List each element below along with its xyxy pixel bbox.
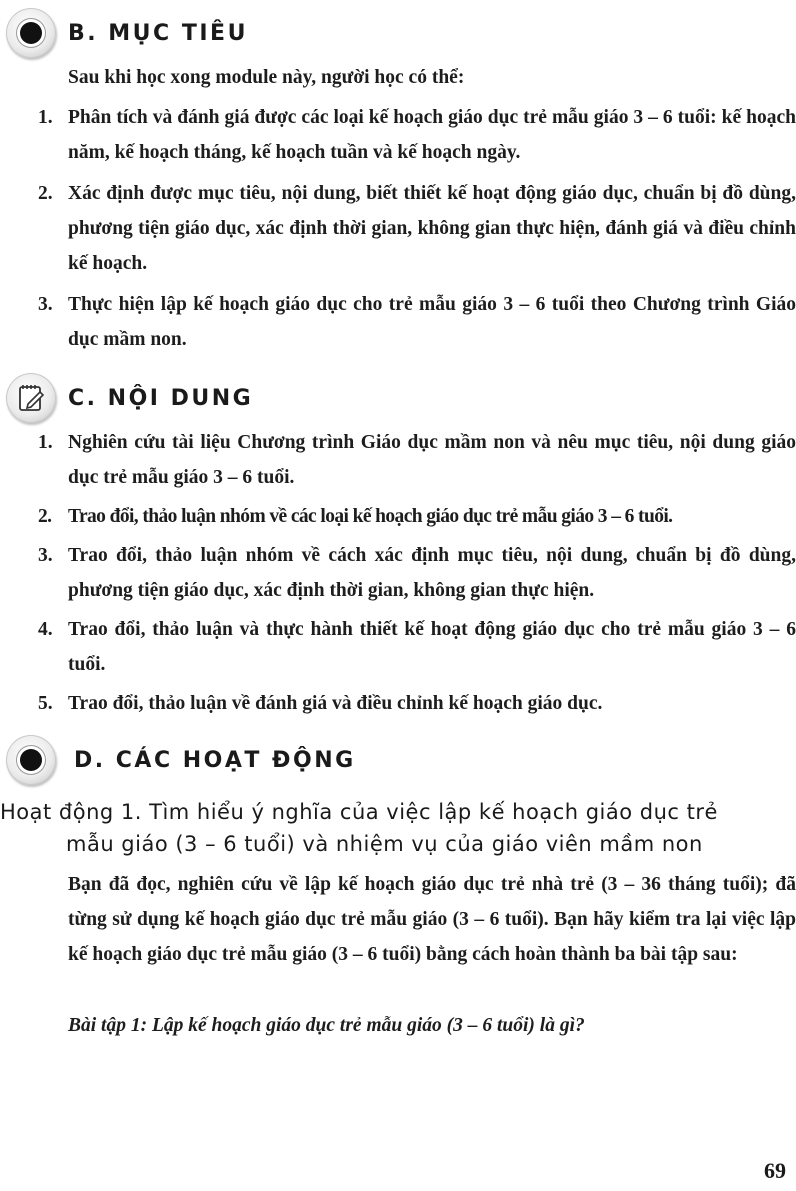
exercise-1: Bài tập 1: Lập kế hoạch giáo dục trẻ mẫu giáo (3 – 6 tuổi) là gì?: [68, 1015, 585, 1036]
section-b-list: [38, 100, 796, 357]
list-item-number: 2.: [38, 506, 52, 527]
list-item-text: Trao đổi, thảo luận về đánh giá và điều chỉnh kế hoạch giáo dục.: [68, 693, 603, 714]
activity-body: Bạn đã đọc, nghiên cứu về lập kế hoạch giáo dục trẻ nhà trẻ (3 – 36 tháng tuổi); đã từng sử dụng kế hoạch giáo dục trẻ mẫu giáo (3 – 6 tuổi). Bạn hãy kiểm tra lại việc lập kế hoạch giáo dục trẻ mẫu giáo (3 – 6 tuổi) bằng cách hoàn thành ba bài tập sau:: [68, 874, 796, 965]
list-item-text: Xác định được mục tiêu, nội dung, biết thiết kế hoạt động giáo dục, chuẩn bị đồ dùng, phương tiện giáo dục, xác định thời gian, không gian thực hiện, đánh giá và điều chỉnh kế hoạch.: [68, 183, 796, 274]
list-item: [38, 425, 796, 495]
list-item-number: 3.: [38, 545, 53, 566]
activity-heading: [0, 796, 796, 860]
notepad-pencil-icon: [6, 373, 56, 423]
section-b-title: B. MỤC TIÊU: [68, 20, 248, 46]
list-item: [38, 686, 796, 721]
list-item-number: 3.: [38, 294, 53, 315]
section-b-intro: Sau khi học xong module này, người học có thể:: [68, 67, 465, 88]
list-item-text: Trao đổi, thảo luận nhóm về cách xác định mục tiêu, nội dung, chuẩn bị đồ dùng, phương tiện giáo dục, xác định thời gian, không gian thực hiện.: [68, 545, 796, 601]
section-d-header: [6, 732, 356, 788]
list-item-number: 5.: [38, 693, 53, 714]
list-item-number: 1.: [38, 432, 53, 453]
section-c-title: C. NỘI DUNG: [68, 385, 254, 411]
list-item: [38, 538, 796, 608]
list-item-text: Trao đổi, thảo luận và thực hành thiết kế hoạt động giáo dục cho trẻ mẫu giáo 3 – 6 tuổi.: [68, 619, 796, 675]
list-item: [38, 287, 796, 357]
list-item-text: Phân tích và đánh giá được các loại kế hoạch giáo dục trẻ mẫu giáo 3 – 6 tuổi: kế hoạch năm, kế hoạch tháng, kế hoạch tuần và kế hoạch ngày.: [68, 107, 796, 163]
list-item-text: Nghiên cứu tài liệu Chương trình Giáo dục mầm non và nêu mục tiêu, nội dung giáo dục trẻ mẫu giáo 3 – 6 tuổi.: [68, 432, 796, 488]
list-item: [38, 499, 796, 534]
activity-heading-line2: mẫu giáo (3 – 6 tuổi) và nhiệm vụ của giáo viên mầm non: [66, 832, 703, 856]
bullet-circle-icon: [6, 735, 56, 785]
list-item: [38, 176, 796, 281]
list-item-number: 4.: [38, 619, 53, 640]
list-item: [38, 612, 796, 682]
list-item-number: 1.: [38, 107, 53, 128]
section-c-header: [6, 370, 253, 426]
activity-heading-line1: Hoạt động 1. Tìm hiểu ý nghĩa của việc lập kế hoạch giáo dục trẻ: [0, 800, 718, 824]
list-item-text: Trao đổi, thảo luận nhóm về các loại kế hoạch giáo dục trẻ mẫu giáo 3 – 6 tuổi.: [68, 506, 673, 527]
section-b-header: [6, 5, 248, 61]
section-d-title: D. CÁC HOẠT ĐỘNG: [74, 747, 356, 773]
section-c-list: [38, 425, 796, 721]
bullet-circle-icon: [6, 8, 56, 58]
list-item: [38, 100, 796, 170]
list-item-number: 2.: [38, 183, 53, 204]
page-number: 69: [764, 1158, 786, 1183]
list-item-text: Thực hiện lập kế hoạch giáo dục cho trẻ mẫu giáo 3 – 6 tuổi theo Chương trình Giáo dục mầm non.: [68, 294, 796, 350]
